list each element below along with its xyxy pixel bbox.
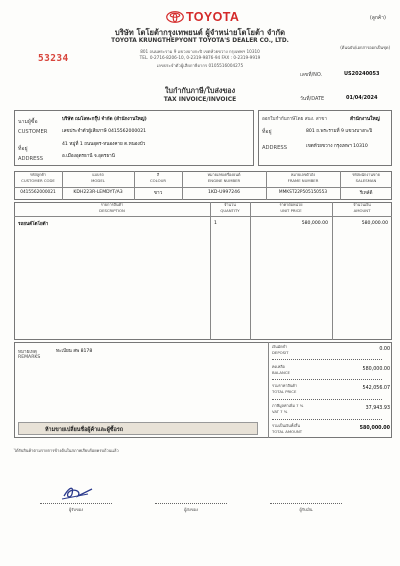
item-unit-price: 580,000.00	[301, 221, 328, 226]
total-amount-value: 580,000.00	[359, 426, 390, 431]
doc-no: US20240053	[344, 71, 380, 77]
branch-label: ออกใบกำกับภาษีโดย สนง. สาขา	[262, 117, 327, 122]
toyota-logo-icon	[166, 11, 184, 23]
item-quantity: 1	[214, 221, 217, 226]
ih-amount-th: จำนวนเงิน	[353, 202, 371, 207]
signature-cashier: ผู้รับเงิน	[299, 507, 313, 512]
vh-model-en: MODEL	[91, 178, 105, 183]
vehicle-model: KDH223R-LEMDYT/A3	[73, 190, 123, 195]
branch-value: สำนักงานใหญ่	[350, 117, 380, 122]
total-amount-label-th: รวมเป็นเงินทั้งสิ้น	[272, 423, 300, 428]
doc-title-th: ใบกำกับภาษี/ใบส่งของ	[164, 86, 236, 95]
vh-colour-en: COLOUR	[149, 178, 167, 183]
vh-customer-code-en: CUSTOMER CODE	[21, 178, 55, 183]
customer-tax-id: เลขประจำตัวผู้เสียภาษี 0415562000021	[62, 129, 147, 134]
ih-unit-price-th: ราคาต่อหน่วย	[279, 202, 303, 207]
ih-amount-en: AMOUNT	[353, 208, 371, 213]
branch-address-label-th: ที่อยู่	[262, 129, 272, 135]
receipt-note: ได้รับสินค้าตามรายการข้างต้นในสภาพเรียบร้อยครบถ้วนแล้ว	[14, 448, 119, 453]
remarks-value: ทะเบียน สพ 8178	[56, 349, 93, 354]
vh-salesman-th: รหัสพนักงานขาย	[352, 172, 380, 177]
original-label: (ต้นฉบับ/เอกสารออกเป็นชุด)	[340, 45, 390, 50]
notice-band	[18, 422, 258, 435]
ih-unit-price-en: UNIT PRICE	[280, 208, 302, 213]
ih-quantity-en: QUANTITY	[220, 208, 240, 213]
engine-number: 1KD-U997246	[207, 190, 241, 195]
ih-description-th: รายการสินค้า	[100, 202, 124, 207]
notice-text: ห้ามขายเปลี่ยนชื่อผู้ค้าและผู้ซื้อรถ	[45, 427, 123, 433]
ih-description-en: DESCRIPTION	[99, 208, 125, 213]
customer-label-th: นามผู้ซื้อ	[18, 119, 38, 125]
serial-number: 53234	[38, 53, 69, 64]
signature-icon	[58, 482, 98, 502]
company-name-en: TOYOTA KRUNGTHEPYONT TOYOTA'S DEALER CO., LTD.	[111, 38, 289, 44]
deposit-value: 0.00	[379, 347, 390, 352]
invoice-date: 01/04/2024	[346, 95, 378, 101]
customer-address-2: อ.เมืองอุดรธานี จ.อุดรธานี	[62, 154, 115, 159]
vh-frame-th: หมายเลขตัวถัง	[290, 172, 316, 177]
customer-label-en: CUSTOMER	[18, 129, 48, 135]
vat-value: 37,943.93	[365, 406, 390, 411]
customer-code: 0415562000021	[20, 190, 56, 195]
vh-colour-th: สี	[156, 172, 160, 177]
item-amount: 580,000.00	[361, 221, 388, 226]
copy-label: (ลูกค้า)	[369, 15, 386, 21]
remarks-label-th: หมายเหตุ	[18, 350, 37, 355]
item-description: รถยนต์โตโยต้า	[18, 222, 49, 227]
customer-name: บริษัท ถมโลหะกรุ๊ป จำกัด (สำนักงานใหญ่)	[62, 117, 147, 122]
balance-value: 580,000.00	[362, 367, 390, 372]
remarks-label-en: REMARKS	[18, 355, 41, 360]
vehicle-colour: ขาว	[153, 191, 163, 196]
vh-engine-th: หมายเลขเครื่องยนต์	[207, 172, 241, 177]
vh-salesman-en: SALESMAN	[355, 178, 377, 183]
doc-title-en: TAX INVOICE/INVOICE	[163, 96, 237, 103]
deposit-label-th: เงินมัดจำ	[272, 344, 288, 349]
balance-label-th: คงเหลือ	[272, 364, 285, 369]
salesman: รีเทล์ดี	[359, 191, 373, 196]
vat-label-en: VAT 7 %	[272, 409, 288, 414]
balance-label-en: BALANCE	[272, 370, 290, 375]
signature-sender: ผู้ส่งของ	[184, 507, 198, 512]
company-name-th: บริษัท โตโยต้ากรุงเทพยนต์ ผู้จำหน่ายโตโยต้า จำกัด	[114, 28, 286, 37]
company-address: 801 ถนนพระราม 9 แขวงบางกะปิ เขตห้วยขวาง กรุงเทพฯ 10310	[140, 49, 260, 54]
address-label-en: ADDRESS	[18, 156, 44, 162]
doc-no-label: เลขที่/NO.	[300, 72, 323, 78]
total-price-label-en: TOTAL PRICE	[272, 389, 297, 394]
signature-receiver: ผู้รับของ	[68, 507, 84, 512]
total-price-value: 542,056.07	[362, 386, 390, 391]
total-price-label-th: รวมราคาสินค้า	[272, 383, 298, 388]
vh-frame-en: FRAME NUMBER	[287, 178, 319, 183]
total-amount-label-en: TOTAL AMOUNT	[272, 429, 303, 434]
brand-name: TOYOTA	[186, 10, 240, 24]
branch-address-2: เขตห้วยขวาง กรุงเทพฯ 10310	[306, 144, 368, 149]
vh-model-th: แบบรถ	[92, 172, 104, 177]
vh-engine-en: ENGINE NUMBER	[207, 178, 241, 183]
ih-quantity-th: จำนวน	[224, 202, 236, 207]
deposit-label-en: DEPOSIT	[272, 350, 289, 355]
date-label: วันที่/DATE	[300, 96, 325, 102]
company-phone: TEL. 0-2716-8206-10, 0-2319-9876-94 FAX : 0-2319-9919	[139, 55, 261, 60]
vat-label-th: ภาษีมูลค่าเพิ่ม 7 %	[272, 403, 304, 408]
address-label-th: ที่อยู่	[18, 146, 28, 152]
frame-number: MMKST22P505150553	[278, 190, 328, 195]
branch-address-label-en: ADDRESS	[262, 145, 288, 151]
company-tax-id: เลขประจำตัวผู้เสียภาษีอากร 0105516004275	[156, 63, 244, 68]
branch-address-1: 801 ถ.พระรามที่ 9 แขวงบางกะปิ	[306, 129, 373, 134]
customer-address-1: 41 หมู่ที่ 1 ถนนอุดร-หนองคาย ต.หนองบัว	[62, 142, 146, 147]
vh-customer-code-th: รหัสลูกค้า	[29, 172, 47, 177]
